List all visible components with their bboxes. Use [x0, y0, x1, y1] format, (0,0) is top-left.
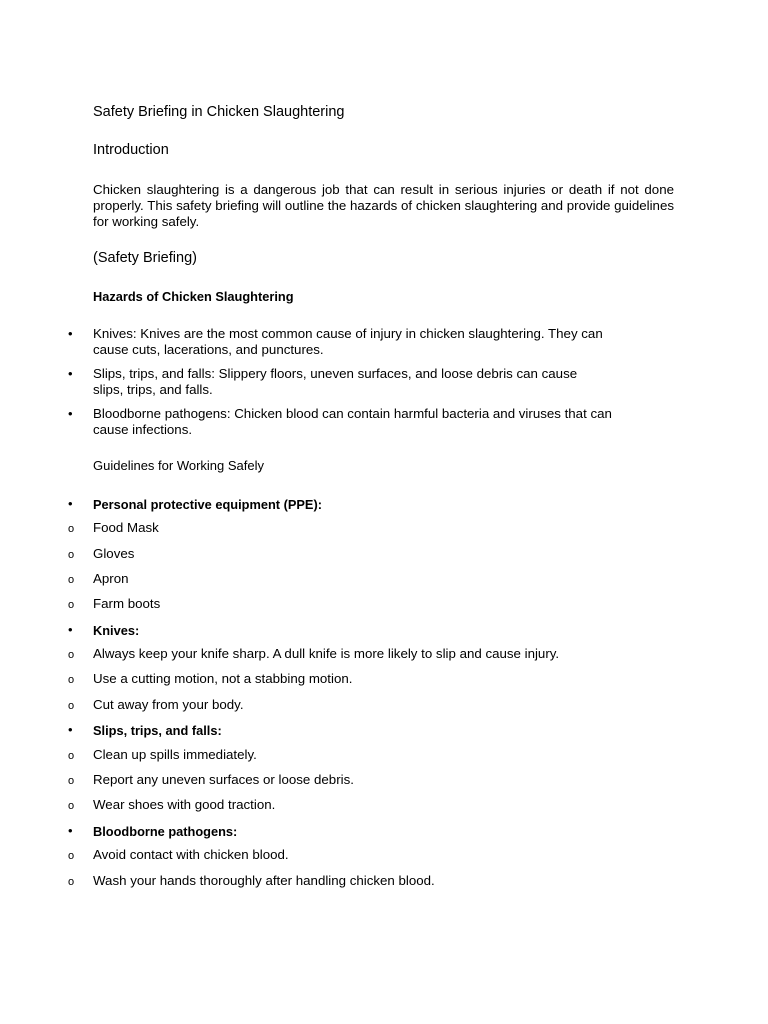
guideline-item: Cut away from your body. [93, 697, 244, 712]
guideline-item: Food Mask [93, 520, 159, 535]
bullet-icon: • [68, 366, 73, 381]
hazard-line: Bloodborne pathogens: Chicken blood can contain harmful bacteria and viruses that can [93, 406, 612, 421]
guideline-item: Use a cutting motion, not a stabbing motion. [93, 671, 353, 686]
guideline-item: Apron [93, 571, 129, 586]
guideline-item: Wash your hands thoroughly after handling chicken blood. [93, 873, 435, 888]
guideline-category-bloodborne: Bloodborne pathogens: [93, 824, 238, 839]
bullet-icon: • [68, 722, 73, 737]
introduction-paragraph: Chicken slaughtering is a dangerous job that can result in serious injuries or death if not done properly. This safety briefing will outline the hazards of chicken slaughtering and provide guidelines for working safely. [93, 182, 674, 229]
guideline-item: Wear shoes with good traction. [93, 797, 276, 812]
document-title: Safety Briefing in Chicken Slaughtering [93, 104, 345, 120]
bullet-icon: • [68, 406, 73, 421]
hazard-line: cause infections. [93, 422, 193, 437]
circle-bullet-icon: o [68, 850, 75, 862]
bullet-icon: • [68, 823, 73, 838]
circle-bullet-icon: o [68, 800, 75, 812]
circle-bullet-icon: o [68, 649, 75, 661]
guideline-item: Avoid contact with chicken blood. [93, 847, 289, 862]
bullet-icon: • [68, 622, 73, 637]
guidelines-heading: Guidelines for Working Safely [93, 458, 265, 473]
circle-bullet-icon: o [68, 700, 75, 712]
guideline-item: Gloves [93, 546, 135, 561]
hazards-heading: Hazards of Chicken Slaughtering [93, 289, 294, 304]
bullet-icon: • [68, 496, 73, 511]
circle-bullet-icon: o [68, 549, 75, 561]
circle-bullet-icon: o [68, 674, 75, 686]
bullet-icon: • [68, 326, 73, 341]
hazard-line: cause cuts, lacerations, and punctures. [93, 342, 324, 357]
hazard-line: Knives: Knives are the most common cause of injury in chicken slaughtering. They can [93, 326, 603, 341]
guideline-item: Report any uneven surfaces or loose debris. [93, 772, 354, 787]
guideline-category-ppe: Personal protective equipment (PPE): [93, 497, 322, 512]
circle-bullet-icon: o [68, 523, 75, 535]
introduction-heading: Introduction [93, 142, 169, 158]
circle-bullet-icon: o [68, 876, 75, 888]
hazard-item-bloodborne [93, 406, 663, 438]
hazard-item-knives [93, 326, 653, 358]
circle-bullet-icon: o [68, 775, 75, 787]
circle-bullet-icon: o [68, 750, 75, 762]
guideline-category-knives: Knives: [93, 623, 140, 638]
guideline-item: Farm boots [93, 596, 161, 611]
guideline-item: Clean up spills immediately. [93, 747, 257, 762]
safety-briefing-heading: (Safety Briefing) [93, 250, 197, 266]
guideline-item: Always keep your knife sharp. A dull knife is more likely to slip and cause injury. [93, 646, 560, 661]
guideline-category-slips: Slips, trips, and falls: [93, 723, 222, 738]
circle-bullet-icon: o [68, 574, 75, 586]
hazard-line: Slips, trips, and falls: Slippery floors, uneven surfaces, and loose debris can cause [93, 366, 578, 381]
hazard-item-slips [93, 366, 623, 398]
circle-bullet-icon: o [68, 599, 75, 611]
hazard-line: slips, trips, and falls. [93, 382, 213, 397]
